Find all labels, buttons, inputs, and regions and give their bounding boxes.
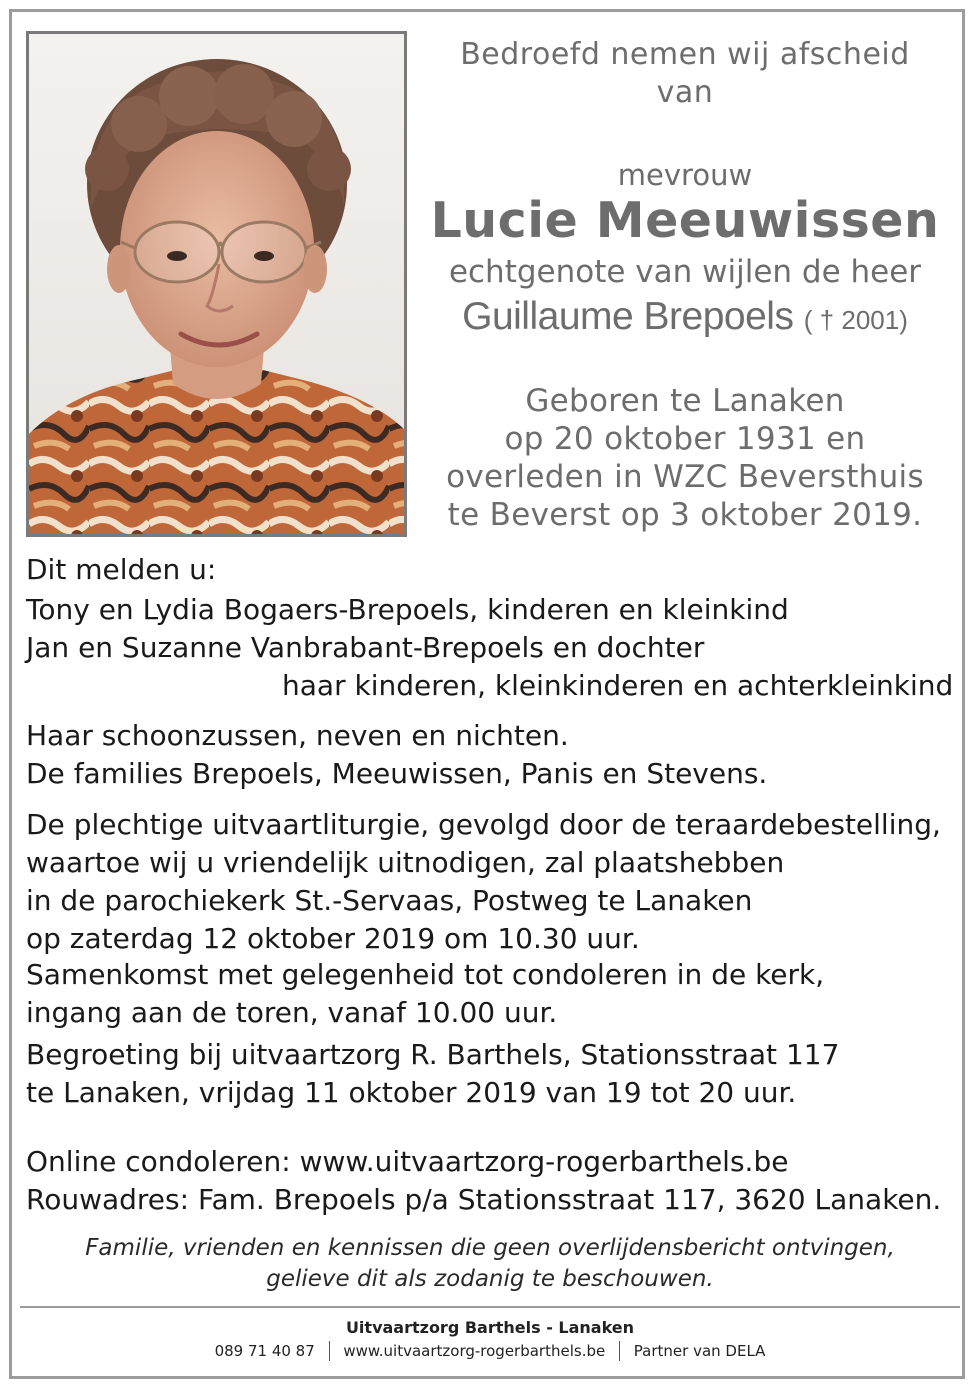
portrait-photo [26, 31, 407, 537]
spouse-label: echtgenote van wijlen de heer [448, 254, 922, 290]
family-block [26, 591, 966, 705]
gathering-block [26, 956, 966, 1032]
notice-line: Familie, vrienden en kennissen die geen overlijdensbericht ontvingen, [85, 1235, 895, 1261]
spouse-line [420, 292, 950, 345]
greeting-block [26, 1036, 966, 1112]
birth-death-info [420, 382, 950, 534]
liturgy-line: waartoe wij u vriendelijk uitnodigen, zal plaatshebben [26, 846, 785, 879]
footer-contact [20, 1341, 960, 1361]
notice-text [20, 1233, 960, 1295]
birth-line: op 20 oktober 1931 en [504, 421, 866, 457]
relatives-line: De families Brepoels, Meeuwissen, Panis en Stevens. [26, 757, 768, 790]
intro-line: Bedroefd nemen wij afscheid [460, 37, 910, 72]
spouse-death-year: ( † 2001) [803, 305, 908, 335]
honorific: mevrouw [617, 158, 753, 192]
announce-intro-text: Dit melden u: [26, 553, 217, 586]
footer-website[interactable]: www.uitvaartzorg-rogerbarthels.be [343, 1342, 606, 1360]
notice-line: gelieve dit als zodanig te beschouwen. [266, 1266, 714, 1292]
liturgy-line: op zaterdag 12 oktober 2019 om 10.30 uur. [26, 922, 640, 955]
footer-separator [329, 1341, 330, 1361]
family-line: haar kinderen, kleinkinderen en achterkleinkind [282, 669, 954, 702]
footer-separator [619, 1341, 620, 1361]
gathering-line: Samenkomst met gelegenheid tot condoleren in de kerk, [26, 958, 825, 991]
greeting-line: Begroeting bij uitvaartzorg R. Barthels, Stationsstraat 117 [26, 1038, 840, 1071]
announce-intro [26, 551, 966, 589]
family-line: Jan en Suzanne Vanbrabant-Brepoels en dochter [26, 631, 705, 664]
deceased-name: Lucie Meeuwissen [430, 192, 940, 249]
liturgy-line: in de parochiekerk St.-Servaas, Postweg te Lanaken [26, 884, 753, 917]
liturgy-line: De plechtige uitvaartliturgie, gevolgd door de teraardebestelling, [26, 808, 941, 841]
relatives-block [26, 717, 966, 793]
footer-divider [20, 1306, 960, 1308]
mourning-address: Rouwadres: Fam. Brepoels p/a Stationsstraat 117, 3620 Lanaken. [26, 1183, 942, 1216]
birth-line: overleden in WZC Beversthuis [446, 459, 924, 495]
gathering-line: ingang aan de toren, vanaf 10.00 uur. [26, 996, 558, 1029]
spouse-name: Guillaume Brepoels [462, 295, 794, 338]
footer-company: Uitvaartzorg Barthels - Lanaken [345, 1318, 635, 1337]
condolence-link[interactable]: Online condoleren: www.uitvaartzorg-rogerbarthels.be [26, 1145, 789, 1178]
birth-line: Geboren te Lanaken [525, 383, 845, 419]
contact-block [26, 1143, 966, 1219]
birth-line: te Beverst op 3 oktober 2019. [447, 497, 923, 533]
liturgy-block [26, 806, 966, 958]
family-line: Tony en Lydia Bogaers-Brepoels, kinderen en kleinkind [26, 593, 789, 626]
intro-line: van [656, 75, 714, 110]
intro-text [420, 36, 950, 112]
greeting-line: te Lanaken, vrijdag 11 oktober 2019 van 19 tot 20 uur. [26, 1076, 797, 1109]
footer-partner: Partner van DELA [633, 1342, 766, 1360]
relatives-line: Haar schoonzussen, neven en nichten. [26, 719, 569, 752]
footer-phone[interactable]: 089 71 40 87 [214, 1342, 315, 1360]
